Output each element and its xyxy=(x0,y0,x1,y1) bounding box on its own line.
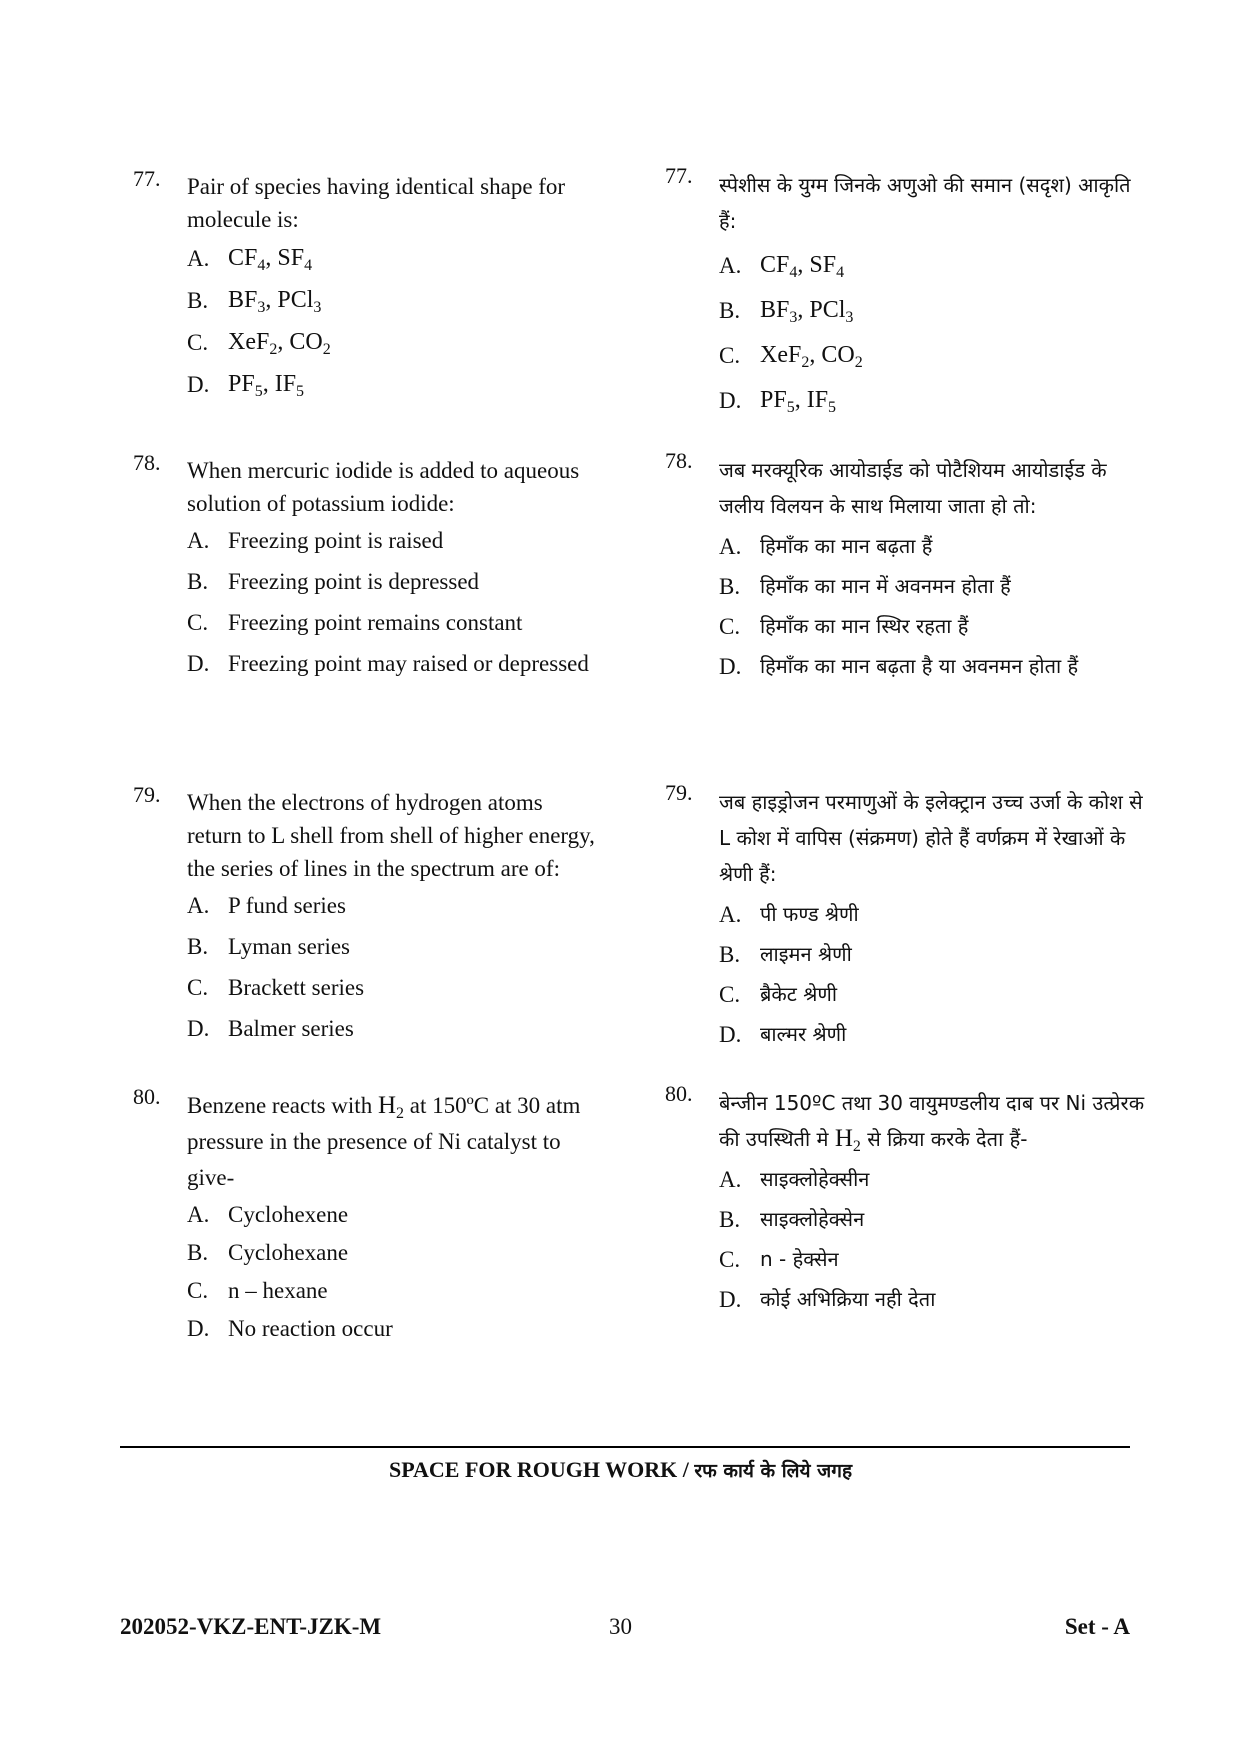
option-a xyxy=(187,889,603,922)
option-letter: C. xyxy=(187,330,209,355)
option-letter: A. xyxy=(187,1202,210,1227)
option-text: XeF$_2$, $CO_2$ xyxy=(228,329,331,358)
rough-work-divider xyxy=(120,1446,1130,1448)
question-78-en xyxy=(133,450,603,680)
question-text: Benzene reacts with $H_2$ at 150ºC at 30 atm pressure in the presence of Ni catalyst to give- xyxy=(187,1092,581,1190)
option-letter: D. xyxy=(719,388,742,413)
option-text: साइक्लोहेक्सीन xyxy=(760,1167,870,1191)
option-d xyxy=(187,1312,603,1345)
option-text: Freezing point may raised or depressed xyxy=(228,651,589,676)
option-a xyxy=(719,249,1145,282)
option-c xyxy=(719,610,1145,643)
set-label: Set - A xyxy=(1064,1614,1130,1639)
question-number: 80. xyxy=(665,1081,693,1106)
question-text: When mercuric iodide is added to aqueous solution of potassium iodide: xyxy=(187,458,580,516)
question-text: बेन्जीन 150ºC तथा 30 वायुमण्डलीय दाब पर Ni उत्प्रेरक की उपस्थिती मे $H_2$ से क्रिया करके देता हैं- xyxy=(719,1091,1145,1155)
option-letter: C. xyxy=(187,610,209,635)
option-letter: C. xyxy=(719,982,741,1007)
option-b xyxy=(187,1236,603,1269)
question-number: 77. xyxy=(665,163,693,188)
option-d xyxy=(187,647,603,680)
option-c xyxy=(187,971,603,1004)
page-number: 30 xyxy=(609,1614,632,1639)
option-b xyxy=(719,294,1145,327)
question-text: Pair of species having identical shape for molecule is: xyxy=(187,174,566,232)
option-letter: A. xyxy=(719,1167,742,1192)
option-letter: A. xyxy=(187,246,210,271)
option-b xyxy=(719,1203,1145,1236)
option-letter: B. xyxy=(187,1240,209,1265)
question-number: 77. xyxy=(133,166,161,191)
question-number: 78. xyxy=(133,450,161,475)
option-c xyxy=(719,978,1145,1011)
question-number: 79. xyxy=(133,782,161,807)
option-a xyxy=(719,530,1145,563)
option-d xyxy=(719,1283,1145,1316)
option-text: Brackett series xyxy=(228,975,365,1000)
option-d xyxy=(719,1018,1145,1051)
paper-code: 202052-VKZ-ENT-JZK-M xyxy=(120,1614,382,1639)
question-79-hi xyxy=(665,780,1145,1051)
option-text: $BF_3$, PCl$_3$ xyxy=(760,297,854,326)
option-letter: A. xyxy=(719,902,742,927)
option-text: हिमाँक का मान बढ़ता हैं xyxy=(760,534,933,558)
option-text: पी फण्ड श्रेणी xyxy=(760,902,859,926)
option-d xyxy=(187,1012,603,1045)
option-letter: D. xyxy=(187,1316,210,1341)
option-a xyxy=(187,242,603,275)
question-79-en xyxy=(133,782,603,1045)
option-letter: B. xyxy=(719,574,741,599)
question-number: 80. xyxy=(133,1084,161,1109)
option-text: बाल्मर श्रेणी xyxy=(760,1022,847,1046)
option-letter: B. xyxy=(187,288,209,313)
option-letter: B. xyxy=(719,942,741,967)
option-b xyxy=(719,570,1145,603)
option-b xyxy=(719,938,1145,971)
option-text: Freezing point is depressed xyxy=(228,569,480,594)
option-letter: A. xyxy=(719,253,742,278)
option-letter: A. xyxy=(187,528,210,553)
question-80-en xyxy=(133,1084,603,1345)
option-letter: C. xyxy=(719,614,741,639)
option-text: n – hexane xyxy=(228,1278,328,1303)
question-text: जब हाइड्रोजन परमाणुओं के इलेक्ट्रान उच्च उर्जा के कोश से L कोश में वापिस (संक्रमण) होते हैं वर्णक्रम में रेखाओं के श्रेणी हैं: xyxy=(719,790,1143,886)
option-text: P fund series xyxy=(228,893,346,918)
option-c xyxy=(719,339,1145,372)
question-80-hi xyxy=(665,1081,1145,1316)
option-b xyxy=(187,565,603,598)
option-text: साइक्लोहेक्सेन xyxy=(760,1207,865,1231)
option-letter: A. xyxy=(187,893,210,918)
option-text: Cyclohexene xyxy=(228,1202,349,1227)
rough-work-heading: SPACE FOR ROUGH WORK / रफ कार्य के लिये जगह xyxy=(388,1457,853,1482)
option-text: Cyclohexane xyxy=(228,1240,349,1265)
question-text: जब मरक्यूरिक आयोडाईड को पोटैशियम आयोडाईड के जलीय विलयन के साथ मिलाया जाता हो तो: xyxy=(719,458,1107,518)
option-text: $CF_4$, $SF_4$ xyxy=(760,252,845,281)
option-letter: B. xyxy=(187,934,209,959)
option-letter: D. xyxy=(719,1287,742,1312)
option-a xyxy=(187,1198,603,1231)
option-text: $CF_4$, $SF_4$ xyxy=(228,245,313,274)
option-a xyxy=(719,1163,1145,1196)
option-letter: D. xyxy=(187,372,210,397)
option-c xyxy=(187,326,603,359)
option-a xyxy=(187,524,603,557)
option-text: हिमाँक का मान स्थिर रहता हैं xyxy=(760,614,969,638)
option-letter: D. xyxy=(719,1022,742,1047)
option-c xyxy=(719,1243,1145,1276)
option-b xyxy=(187,930,603,963)
option-text: XeF$_2$, $CO_2$ xyxy=(760,342,863,371)
option-text: Lyman series xyxy=(228,934,350,959)
option-letter: C. xyxy=(719,1247,741,1272)
option-text: कोई अभिक्रिया नही देता xyxy=(760,1287,936,1311)
option-letter: A. xyxy=(719,534,742,559)
option-letter: B. xyxy=(187,569,209,594)
question-number: 78. xyxy=(665,448,693,473)
option-text: No reaction occur xyxy=(228,1316,393,1341)
option-letter: B. xyxy=(719,1207,741,1232)
option-letter: C. xyxy=(187,975,209,1000)
option-d xyxy=(719,384,1145,417)
question-number: 79. xyxy=(665,780,693,805)
question-text: When the electrons of hydrogen atoms return to L shell from shell of higher energy, the series of lines in the spectrum are of: xyxy=(187,790,595,881)
option-text: Freezing point remains constant xyxy=(228,610,523,635)
option-b xyxy=(187,284,603,317)
option-letter: C. xyxy=(187,1278,209,1303)
option-letter: D. xyxy=(187,1016,210,1041)
option-text: Balmer series xyxy=(228,1016,354,1041)
option-letter: D. xyxy=(719,654,742,679)
option-text: $PF_5$, $IF_5$ xyxy=(760,387,837,416)
question-text: स्पेशीस के युग्म जिनके अणुओ की समान (सदृश) आकृति हैं: xyxy=(719,173,1131,233)
option-text: लाइमन श्रेणी xyxy=(760,942,852,966)
option-a xyxy=(719,898,1145,931)
option-letter: D. xyxy=(187,651,210,676)
option-d xyxy=(719,650,1145,683)
option-text: ब्रैकेट श्रेणी xyxy=(760,982,838,1006)
question-77-hi xyxy=(665,163,1145,417)
option-text: $PF_5$, $IF_5$ xyxy=(228,371,305,400)
option-text: $BF_3$, PCl$_3$ xyxy=(228,287,322,316)
option-letter: B. xyxy=(719,298,741,323)
option-c xyxy=(187,1274,603,1307)
option-text: Freezing point is raised xyxy=(228,528,444,553)
question-77-en xyxy=(133,166,603,401)
option-c xyxy=(187,606,603,639)
option-letter: C. xyxy=(719,343,741,368)
option-text: हिमाँक का मान बढ़ता है या अवनमन होता हैं xyxy=(760,654,1079,678)
option-text: n - हेक्सेन xyxy=(760,1247,839,1271)
question-78-hi xyxy=(665,448,1145,683)
option-d xyxy=(187,368,603,401)
option-text: हिमाँक का मान में अवनमन होता हैं xyxy=(760,574,1011,598)
